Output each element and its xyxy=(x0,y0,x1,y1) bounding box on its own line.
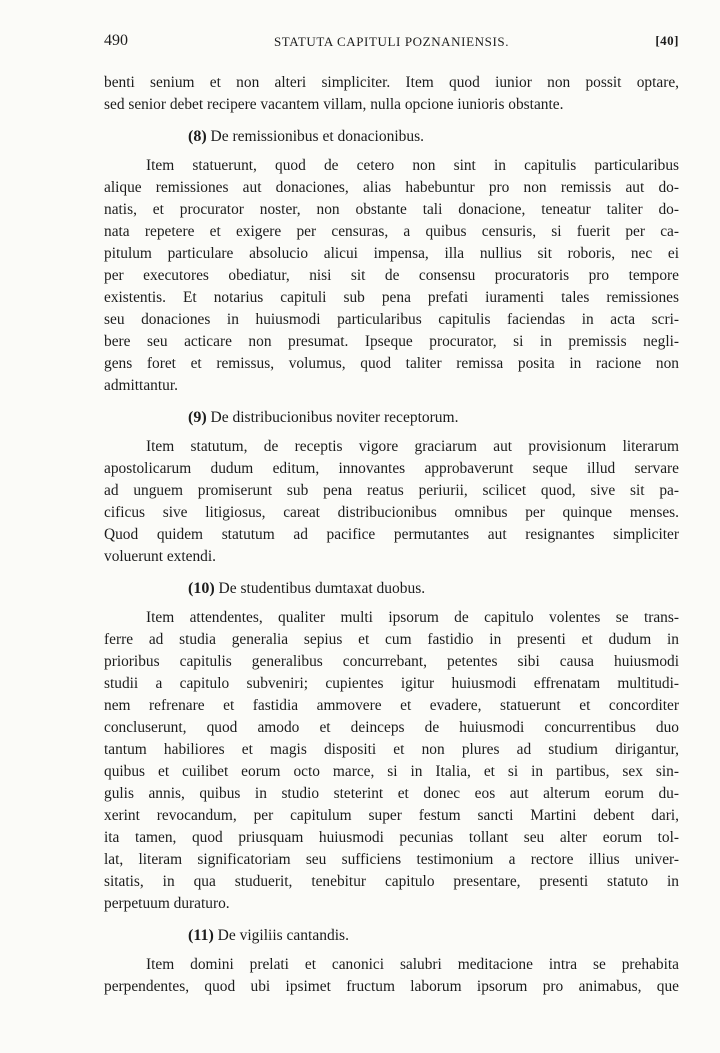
page-number: 490 xyxy=(104,32,128,49)
text-line: prioribus capitulis generalibus concurrebant, petentes sibi causa huiusmodi xyxy=(104,653,679,670)
text-line: Quod quidem statutum ad pacifice permutantes aut resignantes simpliciter xyxy=(104,526,679,543)
text-line: natis, et procurator noster, non obstante tali donacione, teneatur taliter do- xyxy=(104,201,679,218)
body-text xyxy=(104,72,679,998)
text-line: voluerunt extendi. xyxy=(104,548,216,565)
text-line: tantum habiliores et magis dispositi et non plures ad studium dirigantur, xyxy=(104,741,679,758)
text-line: existentis. Et notarius capituli sub pena prefati iuramenti tales remissiones xyxy=(104,289,679,306)
text-line: admittantur. xyxy=(104,377,178,394)
text-line: perpetuum duraturo. xyxy=(104,895,230,912)
section-title: De vigiliis cantandis. xyxy=(217,927,349,944)
page xyxy=(104,30,679,998)
running-header xyxy=(104,30,679,54)
text-line: bere seu acticare non presumat. Ipseque procurator, si in premissis negli- xyxy=(104,333,679,350)
text-line: xerint revocandum, per capitulum super festum sancti Martini debent dari, xyxy=(104,807,679,824)
section-heading xyxy=(104,923,679,949)
text-line: sed senior debet recipere vacantem villam, nulla opcione iunioris obstante. xyxy=(104,96,564,113)
text-line: per executores obediatur, nisi sit de consensu procuratoris pro tempore xyxy=(104,267,679,284)
section-reference: [40] xyxy=(655,33,679,48)
section-number: (8) xyxy=(188,128,207,145)
text-line: concluserunt, quod amodo et deinceps de huiusmodi concurrentibus duo xyxy=(104,719,679,736)
text-line: ferre ad studia generalia sepius et cum fastidio in presenti et dudum in xyxy=(104,631,679,648)
section-number: (9) xyxy=(188,409,207,426)
text-line: alique remissiones aut donaciones, alias habebuntur pro non remissis aut do- xyxy=(104,179,679,196)
text-line: seu donaciones in huiusmodi particularibus capitulis faciendas in acta scri- xyxy=(104,311,679,328)
text-line: gulis annis, quibus in studio steterint et donec eos aut alterum eorum du- xyxy=(104,785,679,802)
text-line: lat, literam significatoriam seu sufficiens testimonium a rectore illius univer- xyxy=(104,851,679,868)
section-title: De remissionibus et donacionibus. xyxy=(210,128,425,145)
section-heading xyxy=(104,576,679,602)
text-line: ad unguem promiserunt sub pena reatus periurii, scilicet quod, sive sit pa- xyxy=(104,482,679,499)
text-line: benti senium et non alteri simpliciter. Item quod iunior non possit optare, xyxy=(104,74,679,91)
text-line: gens foret et remissus, volumus, quod taliter remissa posita in racione non xyxy=(104,355,679,372)
running-title: STATUTA CAPITULI POZNANIENSIS. xyxy=(273,34,510,49)
text-line: Item statutum, de receptis vigore graciarum aut provisionum literarum xyxy=(146,438,679,455)
text-line: Item statuerunt, quod de cetero non sint in capitulis particularibus xyxy=(146,157,679,174)
section-title: De studentibus dumtaxat duobus. xyxy=(218,580,426,597)
section-paragraph xyxy=(104,436,679,568)
text-line: sitatis, in qua studuerit, tenebitur capitulo presentare, presenti statuto in xyxy=(104,873,679,890)
text-line: ita tamen, quod priusquam huiusmodi pecunias tollant seu alter eorum tol- xyxy=(104,829,679,846)
text-line: Item attendentes, qualiter multi ipsorum de capitulo volentes se trans- xyxy=(146,609,679,626)
section-number: (10) xyxy=(188,580,215,597)
text-line: studii a capitulo subveniri; cupientes igitur huiusmodi effrenatam multitudi- xyxy=(104,675,679,692)
section-paragraph xyxy=(104,607,679,915)
section-title: De distribucionibus noviter receptorum. xyxy=(210,409,459,426)
section-number: (11) xyxy=(188,927,214,944)
section-paragraph xyxy=(104,954,679,998)
section-heading xyxy=(104,405,679,431)
text-line: quibus et cuilibet eorum octo marce, si in Italia, et si in partibus, sex sin- xyxy=(104,763,679,780)
section-heading xyxy=(104,124,679,150)
intro-paragraph xyxy=(104,72,679,116)
text-line: apostolicarum dudum editum, innovantes approbaverunt seque illud servare xyxy=(104,460,679,477)
text-line: nata repetere et exigere per censuras, a quibus censuris, si fuerit per ca- xyxy=(104,223,679,240)
text-line: perpendentes, quod ubi ipsimet fructum laborum ipsorum pro animabus, que xyxy=(104,978,679,995)
text-line: nem refrenare et fastidia ammovere et evadere, statuerunt et concorditer xyxy=(104,697,679,714)
section-paragraph xyxy=(104,155,679,397)
text-line: pitulum particulare absolucio alicui impensa, illa nullius sit roboris, nec ei xyxy=(104,245,679,262)
text-line: cificus sive litigiosus, careat distribucionibus omnibus per quinque menses. xyxy=(104,504,679,521)
text-line: Item domini prelati et canonici salubri meditacione intra se prehabita xyxy=(146,956,679,973)
